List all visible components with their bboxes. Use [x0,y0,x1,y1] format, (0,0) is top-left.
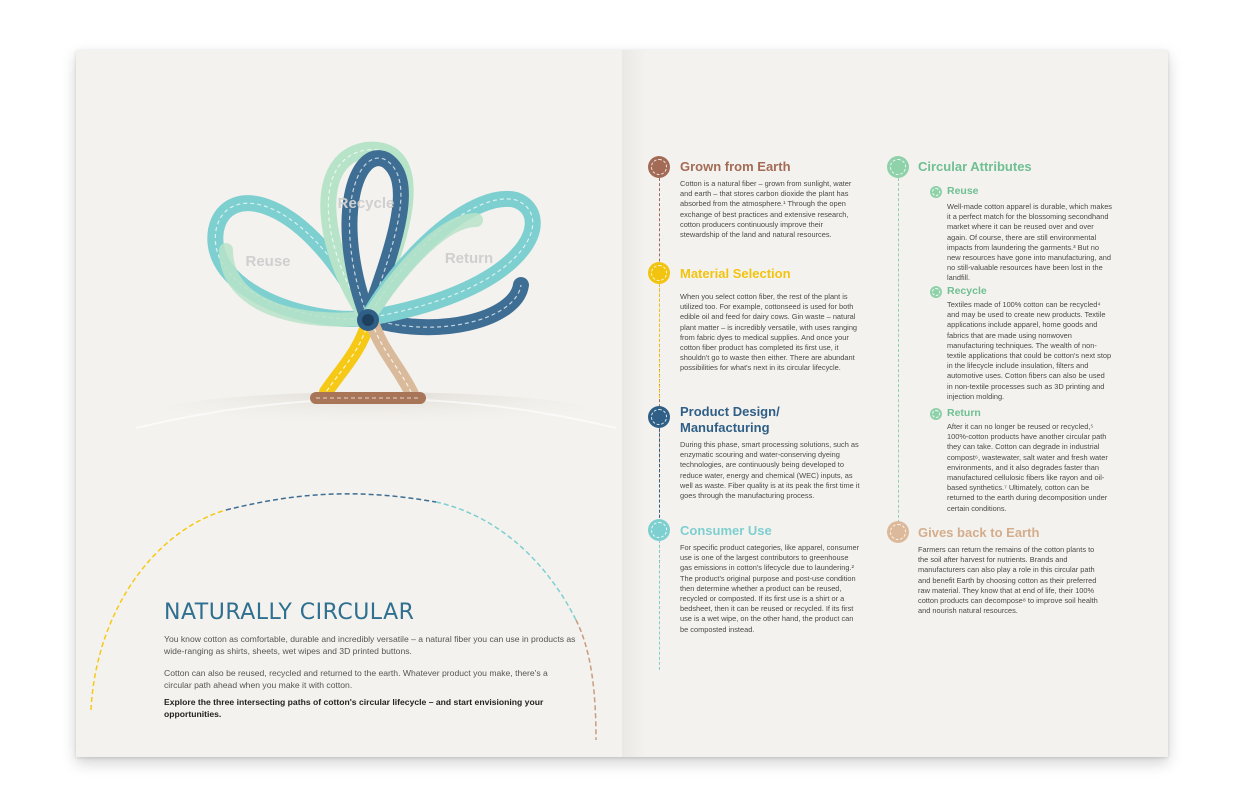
gives-title: Gives back to Earth [918,525,1040,540]
brochure-spread [76,50,1168,757]
design-icon [648,406,670,428]
attributes-icon [887,156,909,178]
material-title: Material Selection [680,266,791,281]
recycle-label: Recycle [337,195,395,212]
recycle-body: Textiles made of 100% cotton can be recycled⁴ and may be used to create new products. Textile applications include apparel, home goods and fabrics that are made using nonwoven manufacturing techniques. The wealth of non-textile applications that could be cotton's next stop in the lifecycle include insulation, filters and automotive uses. Cotton fibers can also be used in non-textile processes such as 3D printing and injection molding. [947,300,1112,401]
reuse-body: Well-made cotton apparel is durable, which makes it a perfect match for the blossoming secondhand market where it can be reused over and over again. Of course, there are still environmental impacts from laundering the garments.³ But no new resources have gone into manufacturing, and no still-valuable resources have been lost in the landfill. [947,202,1113,283]
dashed-arc-teal [436,502,576,620]
design-body: During this phase, smart processing solutions, such as enzymatic scouring and water-conserving dyeing technologies, are continuously being developed to reduce water, energy and chemical (WEC) inputs, as well as waste. Fiber quality is at its peak the first time it goes through the manufacturing process. [680,440,860,501]
design-title-2: Manufacturing [680,420,770,435]
timeline-line-teal [659,540,660,670]
attributes-title: Circular Attributes [918,159,1032,174]
intro-paragraph-2: Cotton can also be reused, recycled and returned to the earth. Whatever product you make, there's a circular path ahead when you make it with cotton. [164,668,548,690]
recycle-title: Recycle [947,285,987,297]
return-label: Return [444,250,494,267]
return-icon [930,408,942,420]
timeline-line-navy [659,418,660,528]
recycle-icon [930,286,942,298]
design-section [680,404,860,501]
dashed-arc-tan [576,620,596,740]
design-title-1: Product Design/ [680,404,780,419]
material-icon [648,262,670,284]
recycle-section [947,285,1112,402]
return-section [947,407,1112,514]
grown-body: Cotton is a natural fiber – grown from sunlight, water and earth – that stores carbon dioxide the plant has absorbed from the atmosphere.¹ Through the open exchange of best practices and extensive research, cotton producers continuously improve their stewardship of the land and natural resources. [680,179,852,240]
reuse-title: Reuse [947,185,979,197]
consumer-body: For specific product categories, like apparel, consumer use is one of the largest contributors to greenhouse gas emissions in cotton's lifecycle due to laundering.² The product's original purpose and post-use condition then determine whether a product can be reused, recycled or composted. If its first use is a shirt or a bedsheet, then it can be reused or recycled. If its first use is a wet wipe, on the other hand, the product can be composted instead. [680,543,860,634]
reuse-label: Reuse [245,253,291,270]
consumer-section [680,523,860,635]
return-title: Return [947,407,981,419]
intro-paragraph-3: Explore the three intersecting paths of cotton's circular lifecycle – and start envisioning your opportunities. [164,697,544,719]
return-body: After it can no longer be reused or recycled,⁵ 100%-cotton products have another circular path they can take. Cotton can degrade in industrial compost⁶, wastewater, salt water and fresh water environments, and it also degrades faster than manufactured cellulosic fibers like rayon and oil-based synthetics.⁷ Ultimately, cotton can be returned to the earth during decomposition under certain conditions. [947,422,1108,513]
attributes-section [918,159,1108,175]
timeline-line-mint [898,178,899,538]
gives-section [918,525,1098,616]
material-section [680,266,860,374]
page-title: NATURALLY CIRCULAR [164,600,415,625]
yellow-stem [326,322,368,392]
grown-title: Grown from Earth [680,159,791,174]
dashed-arc-navy [226,494,436,510]
consumer-title: Consumer Use [680,523,772,538]
intro-paragraph-1: You know cotton as comfortable, durable and incredibly versatile – a natural fiber you can use in products as wide-ranging as shirts, sheets, wet wipes and 3D printed buttons. [164,634,576,656]
consumer-icon [648,519,670,541]
material-body: When you select cotton fiber, the rest of the plant is utilized too. For example, cottonseed is used for both edible oil and feed for dairy cows. Gin waste – natural plant matter – is incredibly versatile, with uses ranging from fabric dyes to medical supplies. And once your cotton fiber product has completed its first use, it shouldn't go to waste then either. There are abundant possibilities for what's next in its circular lifecycle. [680,292,858,373]
gives-icon [887,521,909,543]
gives-body: Farmers can return the remains of the cotton plants to the soil after harvest for nutrients. Brands and manufacturers can also play a role in this circular path and benefit Earth by choosing cotton as their preferred raw material. They know that at end of life, their 100% cotton products can decompose⁸ to improve soil health and nourish natural resources. [918,545,1098,616]
timeline-line-yellow [659,278,660,398]
grown-section [680,159,860,240]
reuse-section [947,185,1112,284]
reuse-icon [930,186,942,198]
grown-icon [648,156,670,178]
